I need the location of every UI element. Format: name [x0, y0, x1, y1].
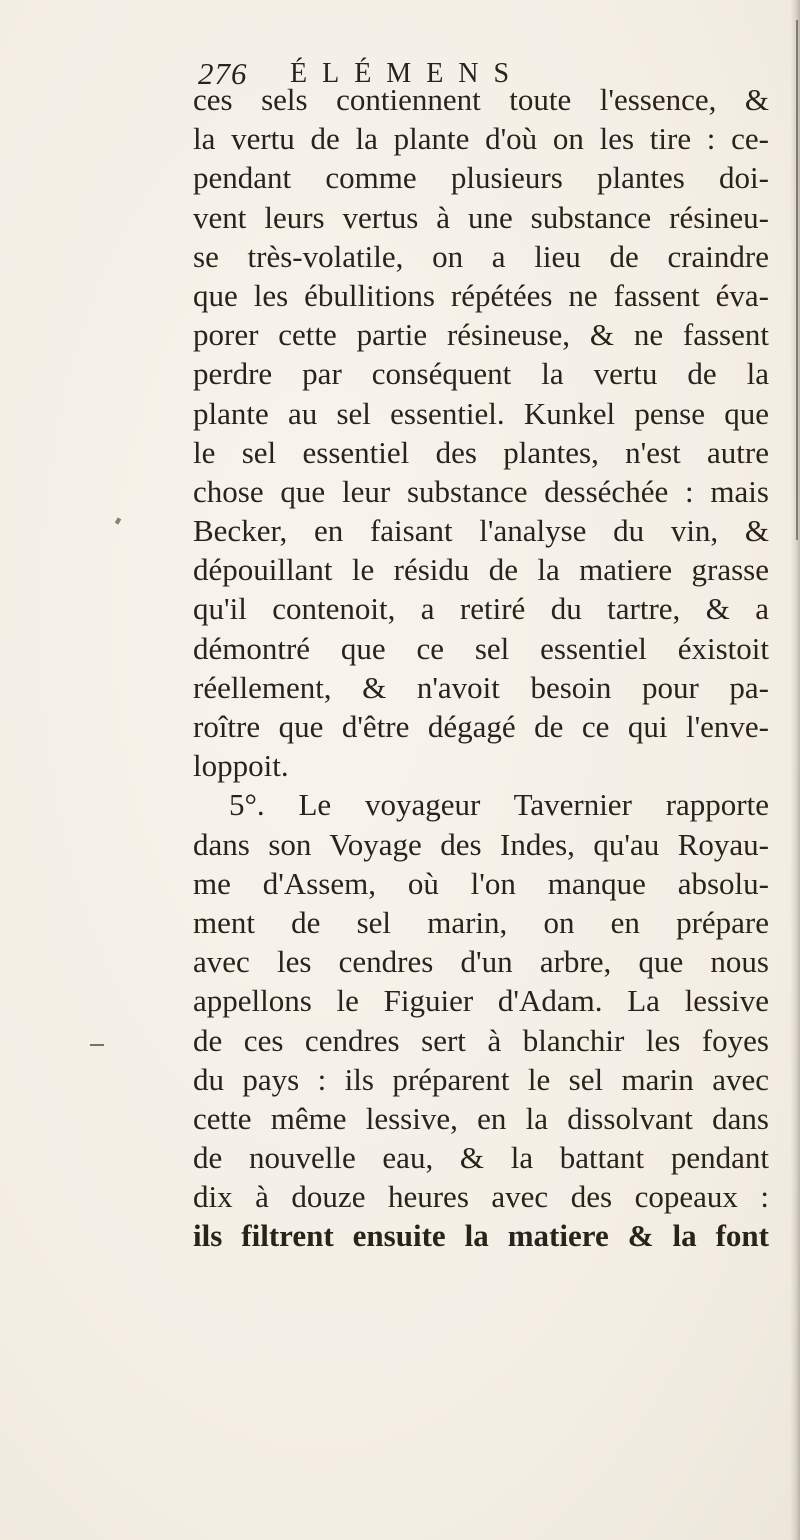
text-line: plante au sel essentiel. Kunkel pense que [193, 395, 769, 431]
text-line: la vertu de la plante d'où on les tire : ce- [193, 121, 769, 157]
text-line: dans son Voyage des Indes, qu'au Royau- [193, 826, 769, 862]
text-line: ment de sel marin, on en prépare [193, 904, 769, 940]
text-line: appellons le Figuier d'Adam. La lessive [193, 983, 769, 1019]
text-line: roître que d'être dégagé de ce qui l'enve- [193, 709, 769, 744]
body-text [193, 80, 769, 1256]
text-line: chose que leur substance desséchée : mais [193, 473, 769, 509]
text-line: qu'il contenoit, a retiré du tartre, & a [193, 591, 769, 627]
text-line: le sel essentiel des plantes, n'est autre [193, 434, 769, 470]
text-line: de ces cendres sert à blanchir les foyes [193, 1022, 769, 1058]
text-line: porer cette partie résineuse, & ne fassent [193, 317, 769, 353]
running-title: ÉLÉMENS [290, 58, 525, 89]
text-line: se très-volatile, on a lieu de craindre [193, 238, 769, 274]
text-line: perdre par conséquent la vertu de la [193, 356, 769, 392]
text-line: réellement, & n'avoit besoin pour pa- [193, 669, 769, 705]
text-line: du pays : ils préparent le sel marin avec [193, 1061, 769, 1097]
text-line: démontré que ce sel essentiel éxistoit [193, 630, 769, 666]
text-line: pendant comme plusieurs plantes doi- [193, 160, 769, 196]
margin-mark [90, 1044, 104, 1046]
margin-speck [115, 517, 121, 524]
text-line: ces sels contiennent toute l'essence, & [193, 82, 769, 117]
text-line: ils filtrent ensuite la matiere & la font [193, 1218, 769, 1254]
text-line: loppoit. [193, 748, 289, 784]
page-number: 276 [198, 56, 248, 91]
text-line: vent leurs vertus à une substance résineu- [193, 199, 769, 235]
page-edge-shadow [790, 0, 800, 1540]
text-line: Becker, en faisant l'analyse du vin, & [193, 513, 769, 549]
text-line: de nouvelle eau, & la battant pendant [193, 1140, 769, 1176]
text-line: dépouillant le résidu de la matiere grasse [193, 552, 769, 588]
text-line: 5°. Le voyageur Tavernier rapporte [229, 787, 769, 823]
text-line: dix à douze heures avec des copeaux : [193, 1179, 769, 1215]
text-line: avec les cendres d'un arbre, que nous [193, 944, 769, 980]
text-line: que les ébullitions répétées ne fassent éva- [193, 277, 769, 313]
text-line: me d'Assem, où l'on manque absolu- [193, 865, 769, 901]
page-edge-line [796, 20, 798, 540]
text-line: cette même lessive, en la dissolvant dans [193, 1100, 769, 1136]
